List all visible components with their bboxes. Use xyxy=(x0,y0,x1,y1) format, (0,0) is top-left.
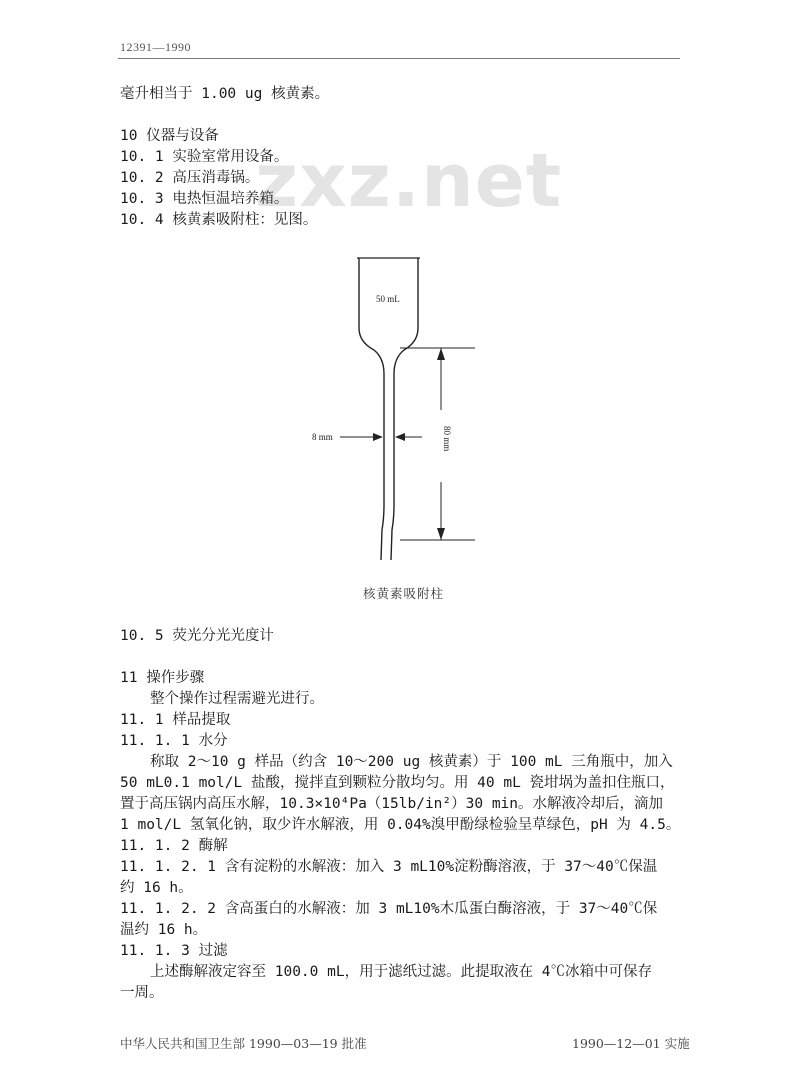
volume-label: 50 mL xyxy=(376,294,400,304)
body-line: 称取 2～10 g 样品（约含 10～200 ug 核黄素）于 100 mL 三角瓶中，加入 xyxy=(150,754,673,770)
subsection-11-1-2: 11. 1. 2 酶解 xyxy=(120,838,228,854)
body-line: 置于高压锅内高压水解，10.3×10⁴Pa（15lb/in²）30 min。水解液冷却后，滴加 xyxy=(120,796,664,812)
item-10-3: 10. 3 电热恒温培养箱。 xyxy=(120,191,289,207)
approval-info: 中华人民共和国卫生部 1990—03—19 批准 xyxy=(120,1036,367,1051)
item-10-1: 10. 1 实验室常用设备。 xyxy=(120,149,289,165)
body-line: 上述酶解液定容至 100.0 mL，用于滤纸过滤。此提取液在 4℃冰箱中可保存 xyxy=(150,964,653,980)
body-line: 毫升相当于 1.00 ug 核黄素。 xyxy=(120,86,330,102)
header-rule xyxy=(118,58,680,59)
watermark: zxz.net xyxy=(255,138,563,224)
arrow-right-icon xyxy=(373,433,383,441)
section-heading-11: 11 操作步骤 xyxy=(120,670,205,686)
subsection-11-1: 11. 1 样品提取 xyxy=(120,712,231,728)
arrow-left-icon xyxy=(395,433,405,441)
diameter-label: 8 mm xyxy=(312,432,333,442)
body-line: 一周。 xyxy=(120,985,164,1001)
subsection-11-1-3: 11. 1. 3 过滤 xyxy=(120,943,228,959)
section-heading-10: 10 仪器与设备 xyxy=(120,128,219,144)
body-line: 1 mol/L 氢氧化钠，取少许水解液，用 0.04%溴甲酚绿检验呈草绿色，pH 为 4.5。 xyxy=(120,817,681,833)
body-line: 约 16 h。 xyxy=(120,880,193,896)
subsection-11-1-1: 11. 1. 1 水分 xyxy=(120,733,228,749)
item-10-5: 10. 5 荧光分光光度计 xyxy=(120,628,274,644)
body-line: 50 mL0.1 mol/L 盐酸，搅拌直到颗粒分散均匀。用 40 mL 瓷坩埚为盖扣住瓶口， xyxy=(120,775,675,791)
item-10-4: 10. 4 核黄素吸附柱：见图。 xyxy=(120,212,318,228)
body-line: 整个操作过程需避光进行。 xyxy=(150,691,324,707)
item-11-1-2-2: 11. 1. 2. 2 含高蛋白的水解液：加 3 mL10%木瓜蛋白酶溶液，于 37～40℃保 xyxy=(120,901,658,917)
arrow-up-icon xyxy=(437,348,445,360)
item-10-2: 10. 2 高压消毒锅。 xyxy=(120,170,260,186)
body-line: 温约 16 h。 xyxy=(120,922,208,938)
item-11-1-2-1: 11. 1. 2. 1 含有淀粉的水解液：加入 3 mL10%淀粉酶溶液，于 37～40℃保温 xyxy=(120,859,658,875)
adsorption-column-diagram xyxy=(300,250,500,580)
figure-caption: 核黄素吸附柱 xyxy=(363,586,445,601)
length-label: 80 mm xyxy=(442,426,452,452)
adsorption-column-figure xyxy=(300,250,500,610)
arrow-down-icon xyxy=(437,528,445,540)
standard-number: 12391—1990 xyxy=(120,40,191,54)
implementation-date: 1990—12—01 实施 xyxy=(572,1036,690,1051)
